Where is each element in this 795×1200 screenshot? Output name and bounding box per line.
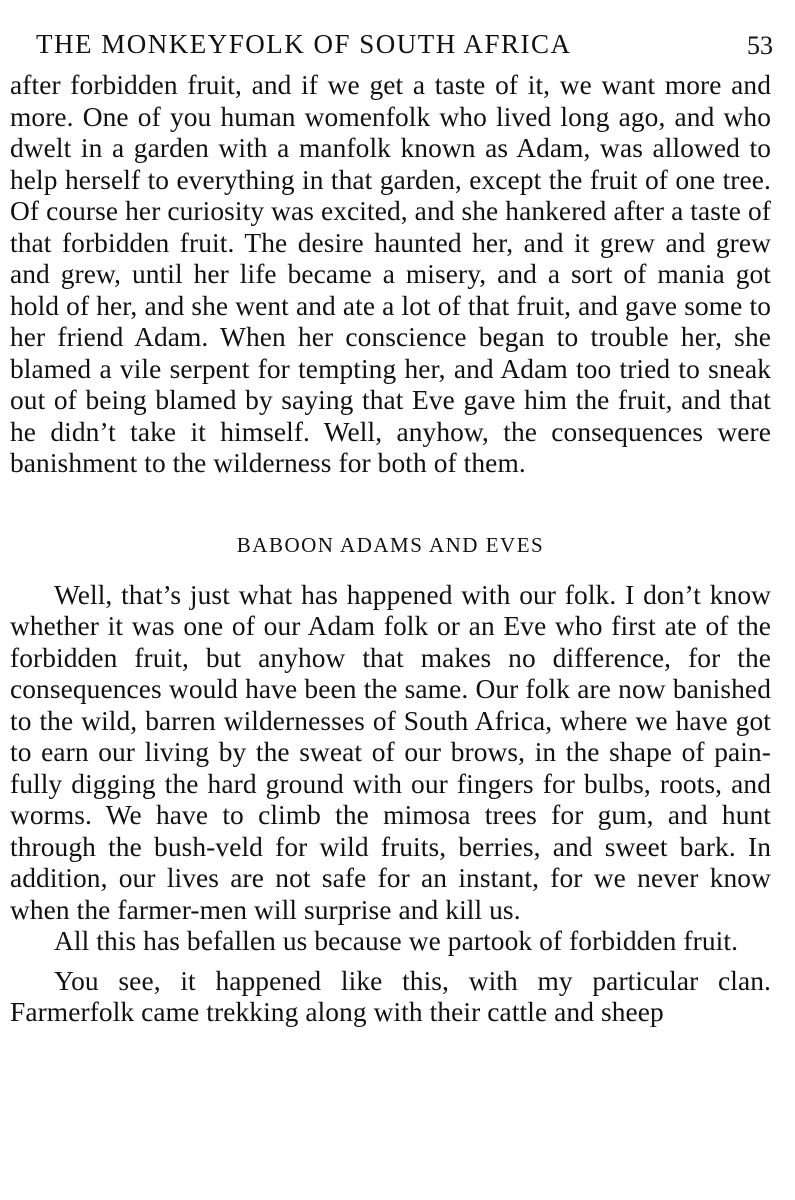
body-text [10, 70, 771, 1029]
section-paragraph: You see, it happened like this, with my particular clan. Farmerfolk came trekking along with their cattle and sheep [10, 965, 771, 1027]
section-paragraph: Well, that’s just what has happened with our folk. I don’t know whether it was one of our Adam folk or an Eve who first ate of the forbidden fruit, but anyhow that makes no difference, for the consequences would have been the same. Our folk are now banished to the wild, barren wildernesses of South Africa, where we have got to earn our living by the sweat of our brows, in the shape of pain-fully digging the hard ground with our fingers for bulbs, roots, and worms. We have to climb the mimosa trees for gum, and hunt through the bush-veld for wild fruits, berries, and sweet bark. In addition, our lives are not safe for an instant, for we never know when the farmer-men will surprise and kill us. [10, 579, 771, 925]
page-number: 53 [747, 31, 773, 60]
section-heading: BABOON ADAMS AND EVES [236, 532, 545, 557]
paragraph-continued: after forbidden fruit, and if we get a taste of it, we want more and more. One of you human womenfolk who lived long ago, and who dwelt in a garden with a manfolk known as Adam, was allowed to help herself to everything in that garden, except the fruit of one tree. Of course her curiosity was excited, and she hankered after a taste of that forbidden fruit. The desire haunted her, and it grew and grew and grew, until her life became a misery, and a sort of mania got hold of her, and she went and ate a lot of that fruit, and gave some to her friend Adam. When her conscience began to trouble her, she blamed a vile serpent for tempting her, and Adam too tried to sneak out of being blamed by saying that Eve gave him the fruit, and that he didn’t take it himself. Well, anyhow, the consequences were banishment to the wilderness for both of them. [10, 70, 771, 478]
section-paragraph: All this has befallen us because we partook of forbidden fruit. [54, 926, 739, 956]
running-title: THE MONKEYFOLK OF SOUTH AFRICA [36, 29, 572, 59]
book-page [10, 18, 771, 1029]
running-head [10, 18, 771, 70]
